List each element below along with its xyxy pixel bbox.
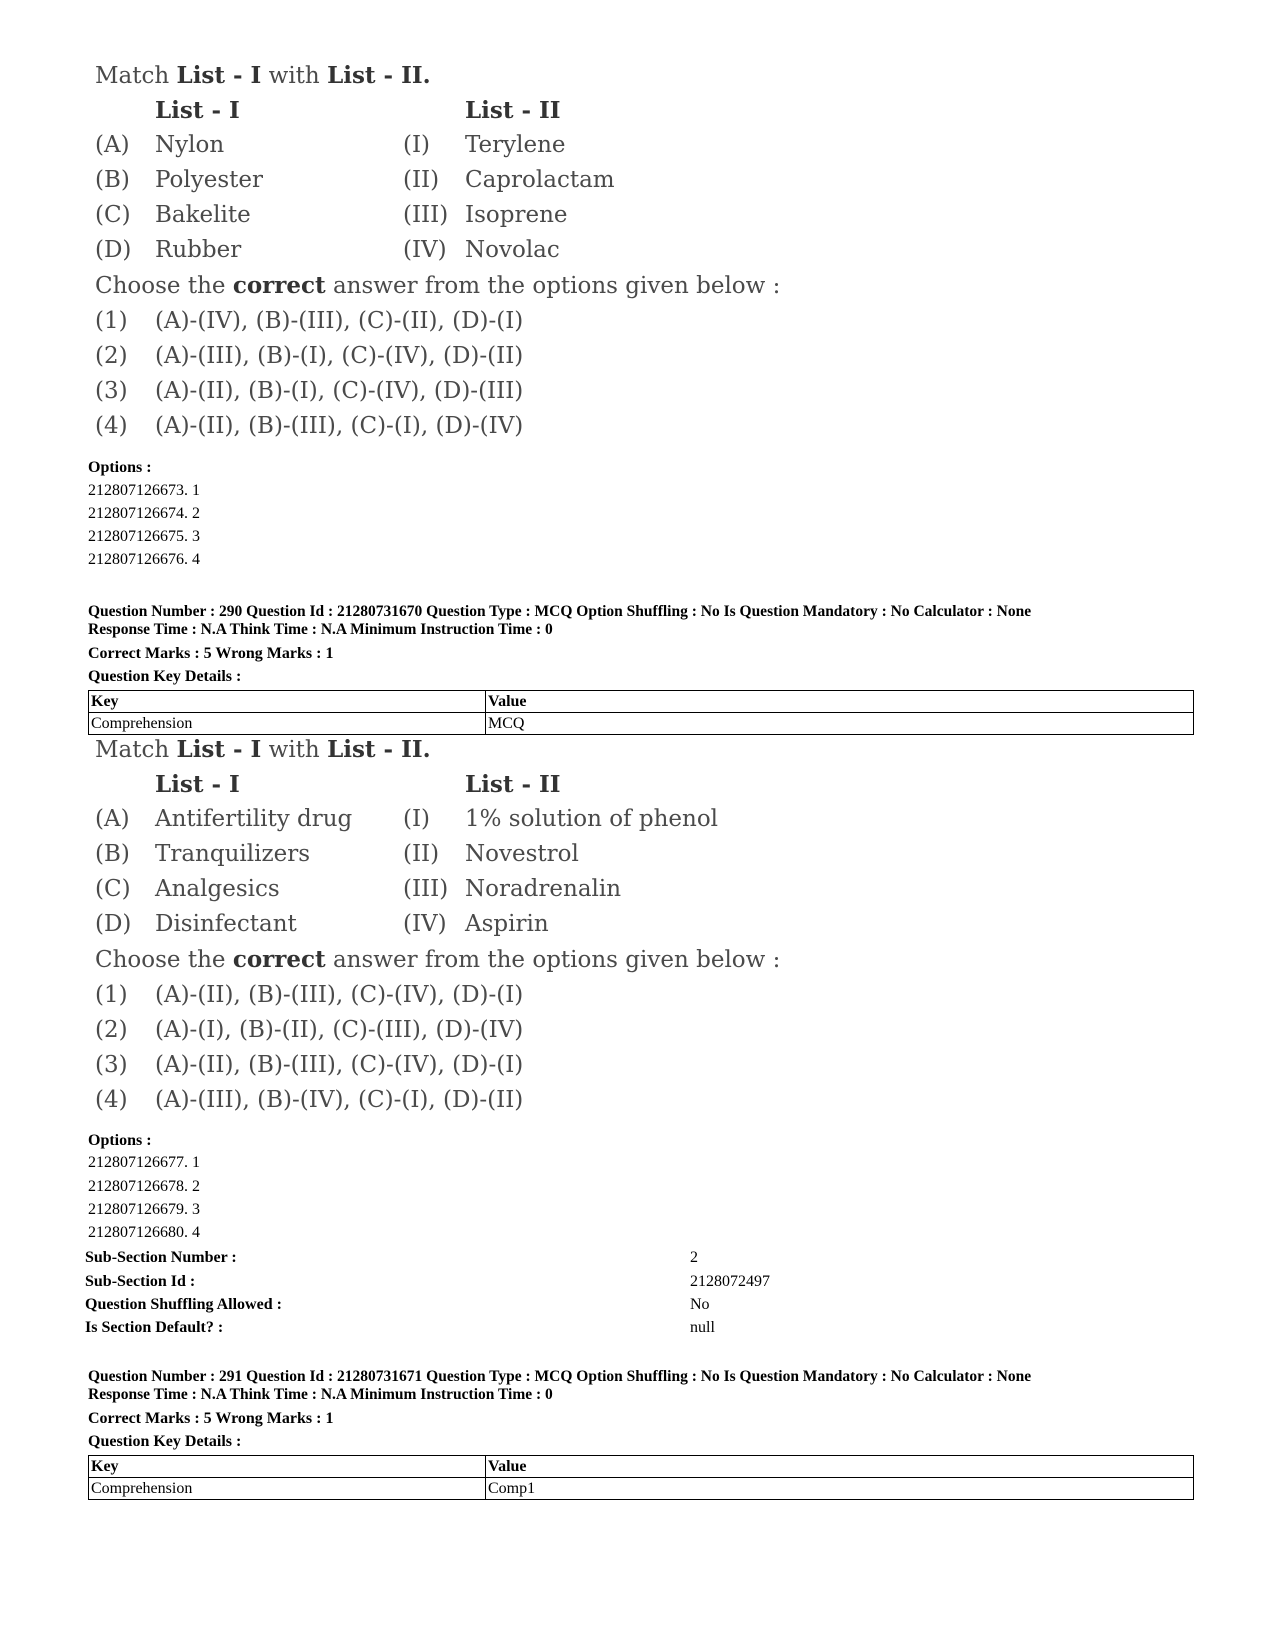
- option-item: 212807126674. 2: [88, 505, 200, 522]
- subsection-number-label: Sub-Section Number :: [85, 1249, 237, 1266]
- question-timing: Response Time : N.A Think Time : N.A Minimum Instruction Time : 0: [88, 1386, 553, 1403]
- answer-text: (A)-(III), (B)-(I), (C)-(IV), (D)-(II): [155, 343, 524, 369]
- row-label: (II): [403, 841, 440, 867]
- row-item: 1% solution of phenol: [465, 806, 719, 832]
- table-cell-value: MCQ: [486, 713, 1194, 735]
- table-header-value: Value: [486, 1456, 1194, 1478]
- answer-number: (2): [95, 343, 128, 369]
- question-shuffling-value: No: [690, 1296, 710, 1313]
- answer-text: (A)-(III), (B)-(IV), (C)-(I), (D)-(II): [155, 1087, 524, 1113]
- answer-number: (1): [95, 308, 128, 334]
- question-meta: Question Number : 290 Question Id : 21280731670 Question Type : MCQ Option Shuffling : No Is Question Mandatory : No Calculator : None: [88, 603, 1032, 620]
- row-item: Polyester: [155, 167, 264, 193]
- table-cell-value: Comp1: [486, 1478, 1194, 1500]
- table-row: [89, 1478, 1194, 1500]
- table-row: [89, 713, 1194, 735]
- row-item: Antifertility drug: [155, 806, 353, 832]
- row-item: Nylon: [155, 132, 225, 158]
- row-label: (III): [403, 202, 449, 228]
- table-cell-key: Comprehension: [89, 1478, 486, 1500]
- answer-text: (A)-(II), (B)-(III), (C)-(IV), (D)-(I): [155, 1052, 524, 1078]
- row-item: Novestrol: [465, 841, 579, 867]
- table-header-key: Key: [89, 691, 486, 713]
- section-default-value: null: [690, 1319, 715, 1336]
- row-item: Terylene: [465, 132, 566, 158]
- question-key-details: Question Key Details :: [88, 1433, 242, 1450]
- row-item: Bakelite: [155, 202, 251, 228]
- choose-instruction: Choose the correct answer from the options given below :: [95, 272, 781, 299]
- question-marks: Correct Marks : 5 Wrong Marks : 1: [88, 645, 334, 662]
- key-value-table: [88, 690, 1194, 735]
- row-item: Tranquilizers: [155, 841, 310, 867]
- question-marks: Correct Marks : 5 Wrong Marks : 1: [88, 1410, 334, 1427]
- table-header-key: Key: [89, 1456, 486, 1478]
- row-label: (A): [95, 806, 130, 832]
- options-label: Options :: [88, 1132, 152, 1149]
- option-item: 212807126680. 4: [88, 1224, 200, 1241]
- row-item: Novolac: [465, 237, 560, 263]
- key-value-table: [88, 1455, 1194, 1500]
- row-label: (IV): [403, 237, 447, 263]
- list-2-header: List - II: [465, 771, 561, 798]
- answer-number: (3): [95, 1052, 128, 1078]
- row-item: Rubber: [155, 237, 242, 263]
- row-label: (I): [403, 806, 431, 832]
- question-meta: Question Number : 291 Question Id : 21280731671 Question Type : MCQ Option Shuffling : No Is Question Mandatory : No Calculator : None: [88, 1368, 1032, 1385]
- answer-number: (1): [95, 982, 128, 1008]
- answer-number: (2): [95, 1017, 128, 1043]
- row-label: (B): [95, 167, 130, 193]
- row-label: (D): [95, 911, 132, 937]
- match-title: Match List - I with List - II.: [95, 62, 431, 89]
- row-label: (I): [403, 132, 431, 158]
- question-289-image: [95, 62, 781, 452]
- question-key-details: Question Key Details :: [88, 668, 242, 685]
- answer-text: (A)-(IV), (B)-(III), (C)-(II), (D)-(I): [155, 308, 524, 334]
- options-label: Options :: [88, 459, 152, 476]
- table-header-row: [89, 1456, 1194, 1478]
- row-item: Aspirin: [465, 911, 549, 937]
- question-290-image: [95, 736, 781, 1126]
- row-label: (A): [95, 132, 130, 158]
- choose-instruction: Choose the correct answer from the options given below :: [95, 946, 781, 973]
- option-item: 212807126673. 1: [88, 482, 200, 499]
- table-cell-key: Comprehension: [89, 713, 486, 735]
- table-header-row: [89, 691, 1194, 713]
- question-shuffling-label: Question Shuffling Allowed :: [85, 1296, 282, 1313]
- row-item: Caprolactam: [465, 167, 615, 193]
- answer-number: (3): [95, 378, 128, 404]
- list-2-header: List - II: [465, 97, 561, 124]
- option-item: 212807126675. 3: [88, 528, 200, 545]
- section-default-label: Is Section Default? :: [85, 1319, 224, 1336]
- row-label: (D): [95, 237, 132, 263]
- row-item: Noradrenalin: [465, 876, 622, 902]
- answer-text: (A)-(I), (B)-(II), (C)-(III), (D)-(IV): [155, 1017, 524, 1043]
- option-item: 212807126679. 3: [88, 1201, 200, 1218]
- option-item: 212807126677. 1: [88, 1154, 200, 1171]
- row-label: (B): [95, 841, 130, 867]
- row-label: (II): [403, 167, 440, 193]
- table-header-value: Value: [486, 691, 1194, 713]
- subsection-id-value: 2128072497: [690, 1273, 770, 1290]
- list-1-header: List - I: [155, 771, 240, 798]
- answer-text: (A)-(II), (B)-(III), (C)-(I), (D)-(IV): [155, 413, 524, 439]
- row-item: Isoprene: [465, 202, 568, 228]
- row-item: Disinfectant: [155, 911, 297, 937]
- answer-text: (A)-(II), (B)-(III), (C)-(IV), (D)-(I): [155, 982, 524, 1008]
- row-label: (III): [403, 876, 449, 902]
- subsection-number-value: 2: [690, 1249, 698, 1266]
- answer-number: (4): [95, 413, 128, 439]
- answer-number: (4): [95, 1087, 128, 1113]
- option-item: 212807126678. 2: [88, 1178, 200, 1195]
- option-item: 212807126676. 4: [88, 551, 200, 568]
- row-label: (C): [95, 876, 131, 902]
- row-label: (IV): [403, 911, 447, 937]
- question-timing: Response Time : N.A Think Time : N.A Minimum Instruction Time : 0: [88, 621, 553, 638]
- row-label: (C): [95, 202, 131, 228]
- row-item: Analgesics: [155, 876, 280, 902]
- answer-text: (A)-(II), (B)-(I), (C)-(IV), (D)-(III): [155, 378, 524, 404]
- match-title: Match List - I with List - II.: [95, 736, 431, 763]
- list-1-header: List - I: [155, 97, 240, 124]
- subsection-id-label: Sub-Section Id :: [85, 1273, 196, 1290]
